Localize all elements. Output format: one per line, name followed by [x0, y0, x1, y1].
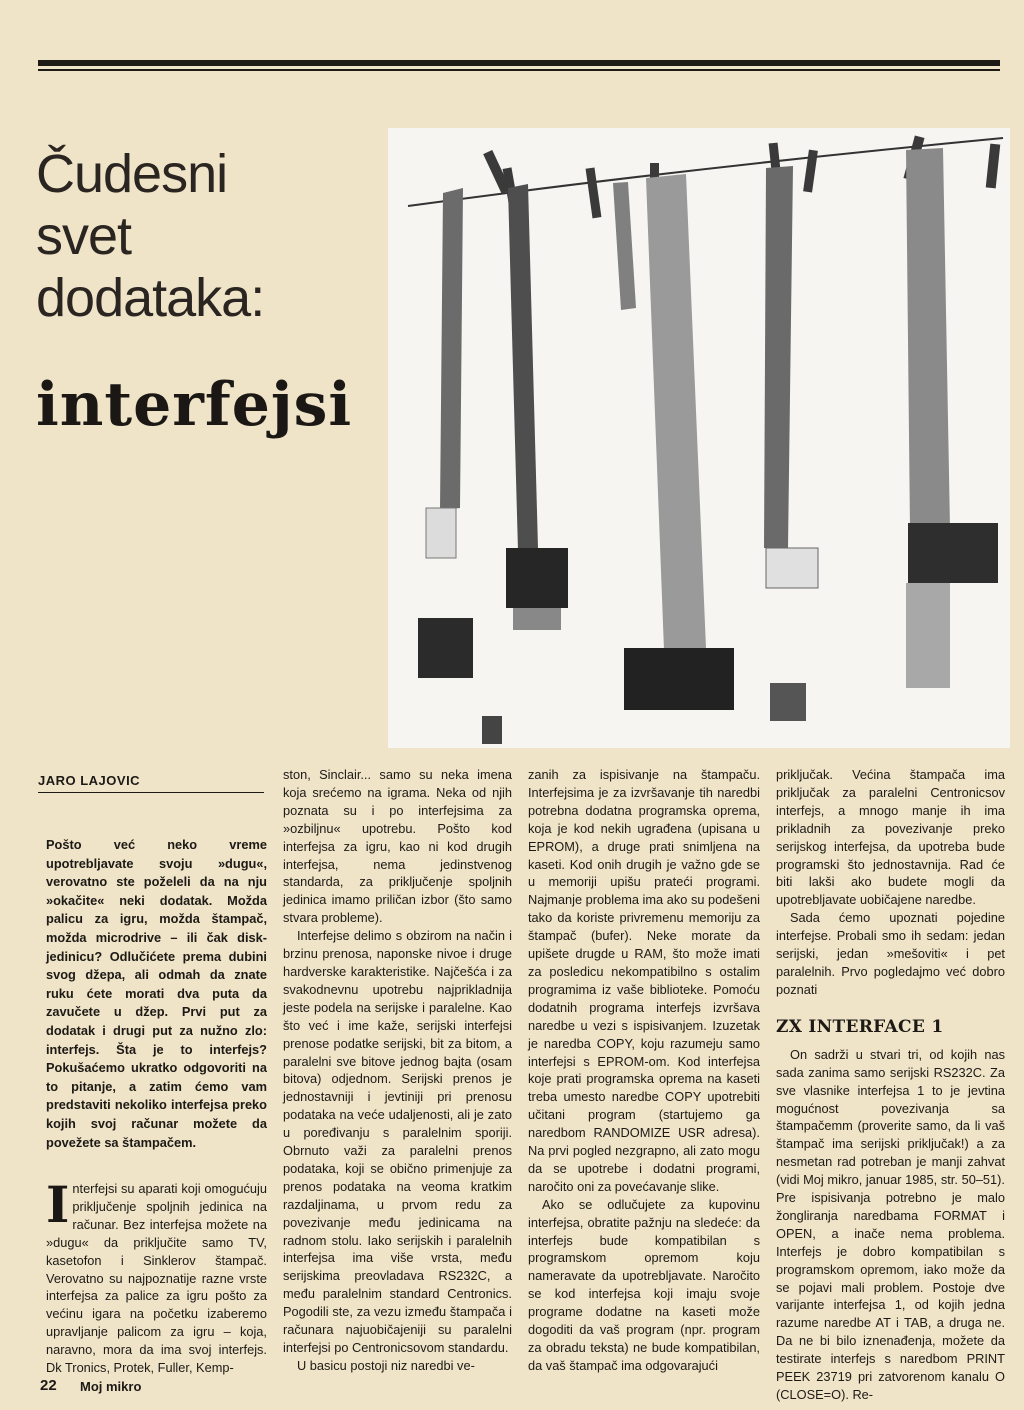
- col4-paragraph-1: priključak. Većina štampača ima priključak za paralelni Centronicsov interfejs, a mnogo manje ih ima prikladnih za povezivanje preko serijskog interfejsa, da upotreba bude programski što jednostavnija. Rad će biti lakši ako budete mogli da upotrebljavate uobičajene naredbe.: [776, 767, 1005, 908]
- column-3: [528, 766, 760, 1375]
- top-rule-thick: [38, 60, 1000, 66]
- col4-paragraph-2: Sada ćemo upoznati pojedine interfejse. Probali smo ih sedam: jedan serijski, jedan »mešoviti« i pet paralelnih. Prvo pogledajmo već dobro poznati: [776, 910, 1005, 997]
- headline: [36, 143, 386, 329]
- col1-text: nterfejsi su aparati koji omogućuju priključenje spoljnih jedinica na računar. Bez interfejsa možete na »dugu« da priključite samo TV, kasetofon i Sinklerov štampač. Verovatno su najpoznatije razne vrste interfejsa za palice za igru pošto za većinu igara na početku izaberemo upravljanje palicom za igru – koja, naravno, mora da ima svoj interfejs. Dk Tronics, Protek, Fuller, Kemp-: [46, 1181, 267, 1376]
- column-1: [46, 1175, 267, 1377]
- byline-rule: [38, 792, 264, 793]
- drop-cap: I: [46, 1175, 70, 1234]
- col3-paragraph-1: zanih za ispisivanje na štampaču. Interfejsima je za izvršavanje tih naredbi potrebna dodatna programska oprema, koja je kod nekih ugrađena (upisana u EPROM), a druge prati snimljena na kaseti. Kod onih drugih je važno gde se u memoriji upišu prateći programi. Najmanje problema ima ako su podešeni tako da koriste privremenu memoriju za štampač (bufer). Neke morate da upišete drugde u RAM, što može imati za posledicu nekompatibilno s ostalim programima iz vaše biblioteke. Pomoću dodatnih programa interfejs izvršava naredbe u vezi s ispisivanjem. Izuzetak je naredba COPY, koju razumeju samo interfejsi s EPROM-om. Kod interfejsa koje prati programska oprema na kaseti treba umesto naredbe COPY upotrebiti učitani program (startujemo ga naredbom RANDOMIZE USR adresa). Na prvi pogled nezgrapno, ali zato mogu da se upotrebe i dodatni programi, naročito oni za povećavanje slike.: [528, 767, 760, 1194]
- col4-paragraph-3: On sadrži u stvari tri, od kojih nas sada zanima samo serijski RS232C. Za sve vlasnike interfejsa 1 to je jevtina mogućnost povezivanja sa štampačemm (proverite samo, da li vaš štampač ima serijski priključak!) a za nesmetan rad potreban je manji zahvat (vidi Moj mikro, januar 1985, str. 50–51). Pre ispisivanja potrebno je malo žongliranja naredbama FORMAT i OPEN, a inače nema problema. Interfejs je dobro kompatibilan s programskom opremom, iako može da se pojavi mali problem. Postoje dve varijante interfejsa 1, od kojih jedna razume naredbe AT i TAB, a druga ne. Da ne bi bilo iznenađenja, možete da testirate interfejs s naredbom PRINT PEEK 23719 pri zatvorenom kanalu O (CLOSE=O). Re-: [776, 1046, 1005, 1402]
- headline-line-1: Čudesni: [36, 144, 228, 204]
- lead-paragraph: Pošto već neko vreme upotrebljavate svoju »dugu«, verovatno ste poželeli da na nju »okačite« neki dodatak. Možda palicu za igru, možda štampač, možda microdrive – ili čak disk-jedinicu? Odlučićete prema dubini svog džepa, ali odmah da znate ruku ćete morati dva puta da zavučete u džep. Prvi put za dodatak i drugi put za nužno zlo: interfejs. Šta je to interfejs? Pokušaćemo ukratko odgovoriti na to pitanje, a zatim ćemo vam predstaviti nekoliko interfejsa preko kojih svoj računar možete da povežete sa štampačem.: [46, 837, 267, 1150]
- headline-bold: interfejsi: [36, 370, 353, 440]
- magazine-name: Moj mikro: [80, 1379, 142, 1394]
- col3-paragraph-2: Ako se odlučujete za kupovinu interfejsa, obratite pažnju na sledeće: da interfejs bude kompatibilan s programskom opremom koju nameravate da upotrebljavate. Naročito se kod interfejsa koji imaju svoje programe dodatne na kaseti može dogoditi da vaš program (npr. program za obradu teksta) ne bude kompatibilan, da vaš štampač ima odgovarajući: [528, 1196, 760, 1373]
- column-4: [776, 766, 1005, 1404]
- byline: JARO LAJOVIC: [38, 773, 141, 788]
- top-rule-thin: [38, 69, 1000, 71]
- col2-paragraph-3: U basicu postoji niz naredbi ve-: [297, 1357, 475, 1373]
- section-heading: ZX INTERFACE 1: [776, 1016, 944, 1037]
- cables-photo: [388, 128, 1010, 748]
- col2-paragraph-2: Interfejse delimo s obzirom na način i brzinu prenosa, naponske nivoe i druge hardverske karakteristike. Najčešća i za svakodnevnu upotrebu najprikladnija jeste podela na serijske i paralelne. Kao što već i ime kaže, serijski interfejsi prenose podatke serijski, bit za bitom, a paralelni sve bitove jednog bajta (osam bitova) odjednom. Serijski prenos je jednostavniji i jevtiniji pri prenosu podataka na veće udaljenosti, ali je zato u poređivanju s paralelnim sporiji. Obrnuto važi za paralelni prenos podataka, koji se obično primenjuje za prenos podataka na veoma kratkim razdaljinama, u prvom redu za povezivanje među jedinicama na radnom stolu. Iako serijskih i paralelnih interfejsa ima više vrsta, među serijskima preovladava RS232C, a među paralelnim standard Centronics. Pogodili ste, za vezu između štampača i računara najuobičajeniji su paralelni interfejsi po Centronicsovom standardu.: [283, 928, 512, 1355]
- headline-line-3: dodataka:: [36, 268, 265, 328]
- column-2: [283, 766, 512, 1375]
- page-number: 22: [40, 1377, 57, 1394]
- col1-paragraph: [46, 1175, 267, 1377]
- col2-paragraph-1: ston, Sinclair... samo su neka imena koja srećemo na igrama. Neka od njih poznata su i po interfejsima za »ozbiljnu« upotrebu. Pošto kod interfejsa za igru, kao ni kod drugih interfejsa, nema jedinstvenog standarda, za priključenje spoljnih jedinica imamo priličan izbor (što samo stvara probleme).: [283, 767, 512, 926]
- headline-line-2: svet: [36, 206, 132, 266]
